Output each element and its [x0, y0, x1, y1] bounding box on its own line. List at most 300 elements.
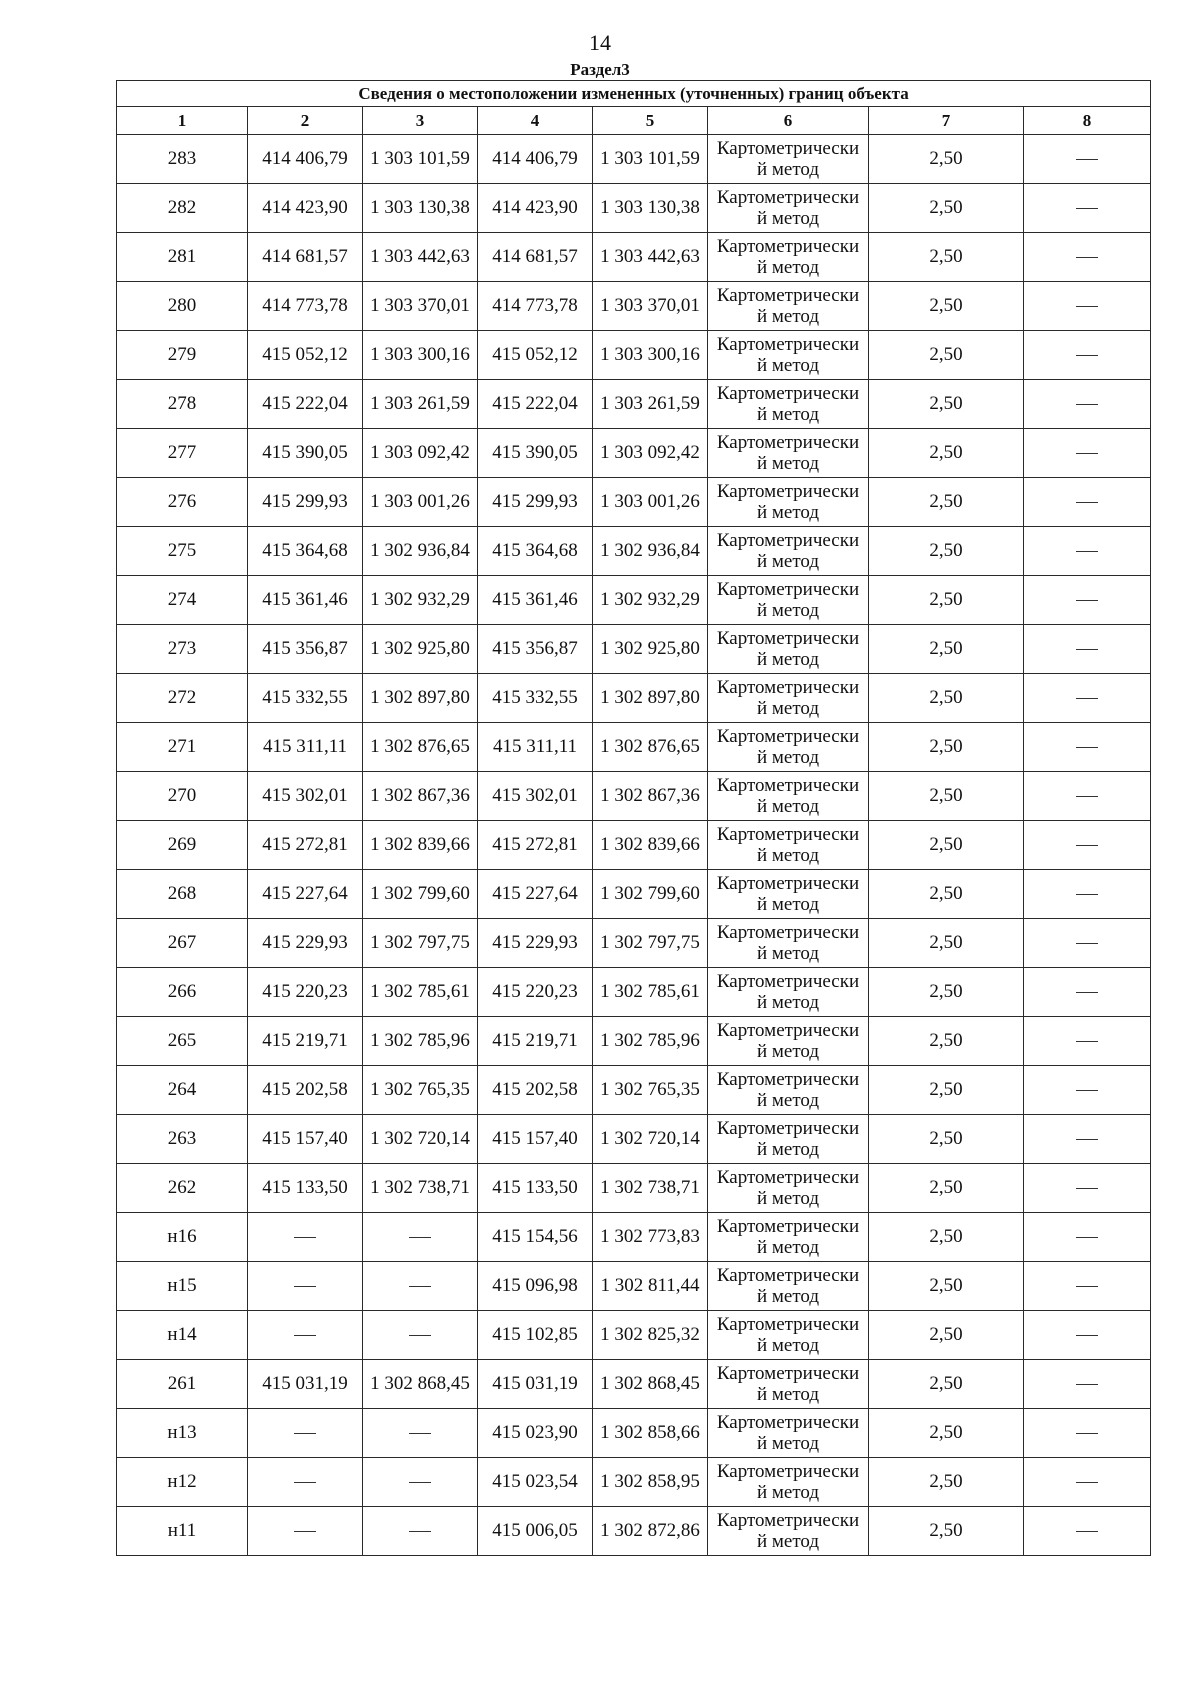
x-existing-cell: 415 133,50 [248, 1164, 363, 1213]
y-existing-cell: 1 302 797,75 [363, 919, 478, 968]
y-refined-cell: 1 302 765,35 [593, 1066, 708, 1115]
accuracy-cell: 2,50 [869, 1409, 1024, 1458]
point-number-cell: 268 [117, 870, 248, 919]
y-existing-cell: 1 303 001,26 [363, 478, 478, 527]
table-row [117, 135, 1151, 184]
method-text-line2: й метод [756, 257, 820, 278]
point-number-cell: 272 [117, 674, 248, 723]
method-text-line2: й метод [756, 1433, 820, 1454]
description-cell [1024, 1017, 1151, 1066]
description-cell [1024, 1507, 1151, 1556]
point-number-cell: 267 [117, 919, 248, 968]
y-refined-cell: 1 302 925,80 [593, 625, 708, 674]
method-text-line1: Картометрически [716, 187, 860, 208]
point-number-cell: н16 [117, 1213, 248, 1262]
y-refined-cell: 1 303 300,16 [593, 331, 708, 380]
accuracy-cell: 2,50 [869, 772, 1024, 821]
point-number-cell: 280 [117, 282, 248, 331]
x-existing-cell: 414 681,57 [248, 233, 363, 282]
table-row [117, 870, 1151, 919]
column-header: 7 [869, 107, 1024, 135]
dash-mark [1076, 208, 1098, 209]
y-refined-cell: 1 303 092,42 [593, 429, 708, 478]
table-row [117, 968, 1151, 1017]
method-text-line1: Картометрически [716, 236, 860, 257]
accuracy-cell: 2,50 [869, 1507, 1024, 1556]
point-number-cell: 270 [117, 772, 248, 821]
y-existing-cell [363, 1409, 478, 1458]
method-text-line2: й метод [756, 1139, 820, 1160]
method-text-line1: Картометрически [716, 922, 860, 943]
y-existing-cell: 1 302 868,45 [363, 1360, 478, 1409]
accuracy-cell: 2,50 [869, 1164, 1024, 1213]
x-existing-cell: 415 052,12 [248, 331, 363, 380]
method-text-line1: Картометрически [716, 1069, 860, 1090]
method-text-line2: й метод [756, 404, 820, 425]
point-number-cell: н15 [117, 1262, 248, 1311]
method-cell [708, 1066, 869, 1115]
y-existing-cell: 1 302 785,61 [363, 968, 478, 1017]
description-cell [1024, 919, 1151, 968]
y-refined-cell: 1 303 261,59 [593, 380, 708, 429]
dash-mark [1076, 1090, 1098, 1091]
method-cell [708, 1311, 869, 1360]
column-header: 3 [363, 107, 478, 135]
accuracy-cell: 2,50 [869, 968, 1024, 1017]
dash-mark [294, 1531, 316, 1532]
accuracy-cell: 2,50 [869, 1066, 1024, 1115]
y-refined-cell: 1 302 872,86 [593, 1507, 708, 1556]
point-number-cell: 278 [117, 380, 248, 429]
dash-mark [1076, 649, 1098, 650]
x-existing-cell: 415 356,87 [248, 625, 363, 674]
table-row [117, 1311, 1151, 1360]
description-cell [1024, 380, 1151, 429]
method-text-line2: й метод [756, 1531, 820, 1552]
method-text-line1: Картометрически [716, 1314, 860, 1335]
method-cell [708, 723, 869, 772]
method-text-line2: й метод [756, 453, 820, 474]
y-refined-cell: 1 302 858,95 [593, 1458, 708, 1507]
x-existing-cell [248, 1409, 363, 1458]
method-text-line2: й метод [756, 845, 820, 866]
y-refined-cell: 1 302 868,45 [593, 1360, 708, 1409]
method-text-line2: й метод [756, 1482, 820, 1503]
y-existing-cell: 1 303 101,59 [363, 135, 478, 184]
table-row [117, 1066, 1151, 1115]
description-cell [1024, 184, 1151, 233]
description-cell [1024, 1409, 1151, 1458]
method-text-line1: Картометрически [716, 873, 860, 894]
x-existing-cell: 415 272,81 [248, 821, 363, 870]
accuracy-cell: 2,50 [869, 233, 1024, 282]
x-refined-cell: 415 220,23 [478, 968, 593, 1017]
method-text-line1: Картометрически [716, 1412, 860, 1433]
accuracy-cell: 2,50 [869, 1360, 1024, 1409]
table-row [117, 1360, 1151, 1409]
method-text-line2: й метод [756, 600, 820, 621]
method-text-line1: Картометрически [716, 971, 860, 992]
dash-mark [409, 1237, 431, 1238]
method-text-line2: й метод [756, 306, 820, 327]
accuracy-cell: 2,50 [869, 184, 1024, 233]
y-refined-cell: 1 302 825,32 [593, 1311, 708, 1360]
method-text-line1: Картометрически [716, 334, 860, 355]
dash-mark [1076, 404, 1098, 405]
point-number-cell: 263 [117, 1115, 248, 1164]
x-existing-cell [248, 1262, 363, 1311]
y-refined-cell: 1 302 932,29 [593, 576, 708, 625]
dash-mark [409, 1335, 431, 1336]
description-cell [1024, 772, 1151, 821]
x-refined-cell: 415 356,87 [478, 625, 593, 674]
dash-mark [1076, 1531, 1098, 1532]
x-refined-cell: 415 157,40 [478, 1115, 593, 1164]
method-text-line2: й метод [756, 649, 820, 670]
description-cell [1024, 674, 1151, 723]
x-existing-cell: 415 219,71 [248, 1017, 363, 1066]
table-row [117, 429, 1151, 478]
column-header-row [117, 107, 1151, 135]
point-number-cell: 271 [117, 723, 248, 772]
method-text-line1: Картометрически [716, 1461, 860, 1482]
x-existing-cell: 415 299,93 [248, 478, 363, 527]
x-refined-cell: 414 681,57 [478, 233, 593, 282]
description-cell [1024, 1458, 1151, 1507]
method-text-line2: й метод [756, 1041, 820, 1062]
table-row [117, 282, 1151, 331]
x-refined-cell: 415 133,50 [478, 1164, 593, 1213]
accuracy-cell: 2,50 [869, 331, 1024, 380]
y-refined-cell: 1 302 720,14 [593, 1115, 708, 1164]
accuracy-cell: 2,50 [869, 1458, 1024, 1507]
method-text-line1: Картометрически [716, 1216, 860, 1237]
point-number-cell: н13 [117, 1409, 248, 1458]
table-caption: Сведения о местоположении измененных (уточненных) границ объекта [117, 81, 1151, 107]
point-number-cell: 266 [117, 968, 248, 1017]
dash-mark [1076, 698, 1098, 699]
method-text-line2: й метод [756, 1090, 820, 1111]
section-title: Раздел3 [570, 60, 630, 79]
x-refined-cell: 415 006,05 [478, 1507, 593, 1556]
y-existing-cell [363, 1507, 478, 1556]
dash-mark [1076, 257, 1098, 258]
x-existing-cell: 415 227,64 [248, 870, 363, 919]
point-number-cell: 276 [117, 478, 248, 527]
y-existing-cell: 1 302 876,65 [363, 723, 478, 772]
description-cell [1024, 282, 1151, 331]
y-refined-cell: 1 302 936,84 [593, 527, 708, 576]
table-row [117, 576, 1151, 625]
description-cell [1024, 233, 1151, 282]
dash-mark [1076, 943, 1098, 944]
y-existing-cell: 1 302 738,71 [363, 1164, 478, 1213]
x-existing-cell: 415 157,40 [248, 1115, 363, 1164]
dash-mark [1076, 1139, 1098, 1140]
method-text-line1: Картометрически [716, 481, 860, 502]
method-cell [708, 233, 869, 282]
method-text-line1: Картометрически [716, 383, 860, 404]
method-text-line2: й метод [756, 1335, 820, 1356]
method-text-line1: Картометрически [716, 579, 860, 600]
accuracy-cell: 2,50 [869, 380, 1024, 429]
y-existing-cell [363, 1262, 478, 1311]
dash-mark [1076, 1041, 1098, 1042]
method-text-line2: й метод [756, 747, 820, 768]
table-body [117, 135, 1151, 1556]
method-cell [708, 135, 869, 184]
x-existing-cell [248, 1213, 363, 1262]
y-existing-cell [363, 1311, 478, 1360]
point-number-cell: 261 [117, 1360, 248, 1409]
dash-mark [1076, 796, 1098, 797]
y-refined-cell: 1 302 867,36 [593, 772, 708, 821]
method-cell [708, 1017, 869, 1066]
y-refined-cell: 1 303 101,59 [593, 135, 708, 184]
point-number-cell: 283 [117, 135, 248, 184]
x-refined-cell: 415 299,93 [478, 478, 593, 527]
description-cell [1024, 1164, 1151, 1213]
y-refined-cell: 1 302 785,96 [593, 1017, 708, 1066]
x-refined-cell: 415 154,56 [478, 1213, 593, 1262]
dash-mark [1076, 306, 1098, 307]
boundary-coordinates-table [116, 80, 1151, 1556]
x-existing-cell: 415 031,19 [248, 1360, 363, 1409]
dash-mark [1076, 1237, 1098, 1238]
y-refined-cell: 1 302 811,44 [593, 1262, 708, 1311]
method-text-line1: Картометрически [716, 1118, 860, 1139]
dash-mark [409, 1286, 431, 1287]
table-row [117, 1213, 1151, 1262]
method-text-line1: Картометрически [716, 285, 860, 306]
description-cell [1024, 331, 1151, 380]
method-cell [708, 968, 869, 1017]
description-cell [1024, 1066, 1151, 1115]
x-existing-cell: 415 332,55 [248, 674, 363, 723]
x-refined-cell: 414 773,78 [478, 282, 593, 331]
x-refined-cell: 415 023,90 [478, 1409, 593, 1458]
method-cell [708, 1458, 869, 1507]
method-cell [708, 282, 869, 331]
column-header: 8 [1024, 107, 1151, 135]
column-header: 2 [248, 107, 363, 135]
x-refined-cell: 415 272,81 [478, 821, 593, 870]
x-existing-cell: 415 202,58 [248, 1066, 363, 1115]
point-number-cell: н14 [117, 1311, 248, 1360]
dash-mark [409, 1531, 431, 1532]
y-existing-cell: 1 302 785,96 [363, 1017, 478, 1066]
description-cell [1024, 625, 1151, 674]
table-row [117, 478, 1151, 527]
accuracy-cell: 2,50 [869, 674, 1024, 723]
x-existing-cell: 414 406,79 [248, 135, 363, 184]
point-number-cell: 262 [117, 1164, 248, 1213]
method-text-line1: Картометрически [716, 432, 860, 453]
y-refined-cell: 1 302 773,83 [593, 1213, 708, 1262]
table-row [117, 772, 1151, 821]
table-row [117, 1409, 1151, 1458]
method-text-line2: й метод [756, 502, 820, 523]
description-cell [1024, 135, 1151, 184]
table-caption-row [117, 81, 1151, 107]
x-refined-cell: 415 361,46 [478, 576, 593, 625]
table-row [117, 1458, 1151, 1507]
method-text-line1: Картометрически [716, 1020, 860, 1041]
dash-mark [1076, 992, 1098, 993]
accuracy-cell: 2,50 [869, 723, 1024, 772]
table-row [117, 331, 1151, 380]
y-existing-cell: 1 302 799,60 [363, 870, 478, 919]
x-refined-cell: 414 423,90 [478, 184, 593, 233]
method-text-line2: й метод [756, 551, 820, 572]
method-text-line2: й метод [756, 1237, 820, 1258]
method-cell [708, 674, 869, 723]
description-cell [1024, 429, 1151, 478]
accuracy-cell: 2,50 [869, 135, 1024, 184]
y-existing-cell [363, 1213, 478, 1262]
point-number-cell: 265 [117, 1017, 248, 1066]
x-existing-cell [248, 1311, 363, 1360]
x-existing-cell: 415 302,01 [248, 772, 363, 821]
column-header: 4 [478, 107, 593, 135]
table-row [117, 674, 1151, 723]
dash-mark [294, 1482, 316, 1483]
accuracy-cell: 2,50 [869, 1115, 1024, 1164]
method-cell [708, 576, 869, 625]
method-text-line2: й метод [756, 992, 820, 1013]
method-cell [708, 1164, 869, 1213]
x-existing-cell: 415 222,04 [248, 380, 363, 429]
method-text-line2: й метод [756, 355, 820, 376]
dash-mark [1076, 894, 1098, 895]
method-text-line2: й метод [756, 1384, 820, 1405]
method-cell [708, 919, 869, 968]
point-number-cell: 277 [117, 429, 248, 478]
method-text-line1: Картометрически [716, 824, 860, 845]
x-existing-cell: 415 229,93 [248, 919, 363, 968]
point-number-cell: 279 [117, 331, 248, 380]
method-text-line2: й метод [756, 208, 820, 229]
y-refined-cell: 1 302 858,66 [593, 1409, 708, 1458]
x-refined-cell: 415 096,98 [478, 1262, 593, 1311]
method-text-line1: Картометрически [716, 1265, 860, 1286]
y-refined-cell: 1 302 797,75 [593, 919, 708, 968]
table-row [117, 919, 1151, 968]
y-existing-cell: 1 303 130,38 [363, 184, 478, 233]
dash-mark [1076, 453, 1098, 454]
dash-mark [1076, 845, 1098, 846]
dash-mark [1076, 159, 1098, 160]
method-cell [708, 772, 869, 821]
x-refined-cell: 415 227,64 [478, 870, 593, 919]
method-cell [708, 1115, 869, 1164]
column-header: 5 [593, 107, 708, 135]
x-existing-cell: 415 311,11 [248, 723, 363, 772]
description-cell [1024, 1213, 1151, 1262]
accuracy-cell: 2,50 [869, 527, 1024, 576]
point-number-cell: 273 [117, 625, 248, 674]
method-text-line2: й метод [756, 698, 820, 719]
description-cell [1024, 1262, 1151, 1311]
x-existing-cell [248, 1458, 363, 1507]
point-number-cell: 281 [117, 233, 248, 282]
method-cell [708, 527, 869, 576]
x-existing-cell: 415 361,46 [248, 576, 363, 625]
dash-mark [1076, 1433, 1098, 1434]
method-text-line1: Картометрически [716, 1510, 860, 1531]
method-cell [708, 821, 869, 870]
dash-mark [409, 1433, 431, 1434]
accuracy-cell: 2,50 [869, 870, 1024, 919]
method-text-line1: Картометрически [716, 138, 860, 159]
table-row [117, 1115, 1151, 1164]
dash-mark [1076, 1286, 1098, 1287]
accuracy-cell: 2,50 [869, 821, 1024, 870]
x-existing-cell: 415 390,05 [248, 429, 363, 478]
description-cell [1024, 576, 1151, 625]
method-cell [708, 1360, 869, 1409]
page-number: 14 [589, 30, 611, 55]
accuracy-cell: 2,50 [869, 1262, 1024, 1311]
method-text-line2: й метод [756, 796, 820, 817]
y-refined-cell: 1 302 876,65 [593, 723, 708, 772]
x-existing-cell: 414 423,90 [248, 184, 363, 233]
table-row [117, 1262, 1151, 1311]
table-row [117, 184, 1151, 233]
table-row [117, 723, 1151, 772]
method-text-line2: й метод [756, 894, 820, 915]
method-text-line1: Картометрически [716, 1363, 860, 1384]
method-text-line2: й метод [756, 1188, 820, 1209]
y-existing-cell: 1 302 765,35 [363, 1066, 478, 1115]
x-refined-cell: 415 229,93 [478, 919, 593, 968]
x-refined-cell: 415 052,12 [478, 331, 593, 380]
point-number-cell: 282 [117, 184, 248, 233]
dash-mark [1076, 1482, 1098, 1483]
y-existing-cell: 1 302 839,66 [363, 821, 478, 870]
column-header: 6 [708, 107, 869, 135]
y-existing-cell [363, 1458, 478, 1507]
point-number-cell: н12 [117, 1458, 248, 1507]
method-cell [708, 478, 869, 527]
point-number-cell: 275 [117, 527, 248, 576]
table-row [117, 527, 1151, 576]
point-number-cell: н11 [117, 1507, 248, 1556]
x-refined-cell: 415 023,54 [478, 1458, 593, 1507]
description-cell [1024, 1115, 1151, 1164]
dash-mark [294, 1335, 316, 1336]
y-existing-cell: 1 302 932,29 [363, 576, 478, 625]
table-row [117, 1164, 1151, 1213]
table-row [117, 233, 1151, 282]
x-refined-cell: 414 406,79 [478, 135, 593, 184]
description-cell [1024, 478, 1151, 527]
y-existing-cell: 1 302 897,80 [363, 674, 478, 723]
method-cell [708, 870, 869, 919]
description-cell [1024, 1360, 1151, 1409]
method-text-line1: Картометрически [716, 628, 860, 649]
y-refined-cell: 1 302 738,71 [593, 1164, 708, 1213]
description-cell [1024, 968, 1151, 1017]
y-refined-cell: 1 302 897,80 [593, 674, 708, 723]
dash-mark [1076, 502, 1098, 503]
accuracy-cell: 2,50 [869, 478, 1024, 527]
table-row [117, 625, 1151, 674]
description-cell [1024, 723, 1151, 772]
x-existing-cell: 414 773,78 [248, 282, 363, 331]
x-existing-cell: 415 364,68 [248, 527, 363, 576]
dash-mark [294, 1433, 316, 1434]
